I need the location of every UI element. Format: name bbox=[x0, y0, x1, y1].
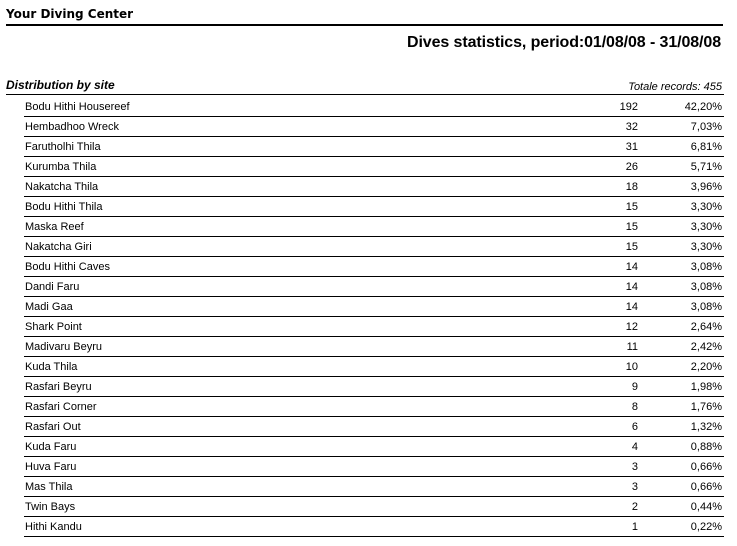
site-name: Rasfari Beyru bbox=[25, 381, 92, 393]
site-name: Madivaru Beyru bbox=[25, 341, 103, 353]
dive-percentage: 7,03% bbox=[690, 121, 722, 133]
dive-count: 11 bbox=[626, 341, 638, 353]
table-row bbox=[24, 437, 724, 457]
table-row bbox=[24, 297, 724, 317]
dive-count: 15 bbox=[625, 201, 638, 213]
site-name: Bodu Hithi Thila bbox=[25, 201, 103, 213]
dive-percentage: 3,08% bbox=[690, 261, 722, 273]
site-name: Dandi Faru bbox=[25, 281, 80, 293]
dive-count: 3 bbox=[631, 461, 638, 473]
site-name: Kuda Faru bbox=[25, 441, 77, 453]
dive-percentage: 3,30% bbox=[690, 221, 722, 233]
dive-percentage: 42,20% bbox=[684, 101, 722, 113]
table-row bbox=[24, 237, 724, 257]
table-row bbox=[24, 517, 724, 537]
dive-count: 14 bbox=[625, 301, 638, 313]
site-name: Kuda Thila bbox=[25, 361, 78, 373]
table-row bbox=[24, 97, 724, 117]
dive-count: 8 bbox=[631, 401, 638, 413]
dive-count: 3 bbox=[631, 481, 638, 493]
dive-percentage: 1,32% bbox=[690, 421, 722, 433]
table-row bbox=[24, 137, 724, 157]
site-name: Maska Reef bbox=[25, 221, 84, 233]
table-row bbox=[24, 477, 724, 497]
site-name: Bodu Hithi Housereef bbox=[25, 101, 130, 113]
dive-count: 15 bbox=[625, 241, 638, 253]
site-name: Shark Point bbox=[25, 321, 82, 333]
site-name: Huva Faru bbox=[25, 461, 77, 473]
table-row bbox=[24, 217, 724, 237]
dive-percentage: 3,08% bbox=[690, 281, 722, 293]
header-divider bbox=[6, 24, 723, 26]
table-row bbox=[24, 257, 724, 277]
dive-count: 192 bbox=[619, 101, 638, 113]
site-name: Twin Bays bbox=[25, 501, 76, 513]
site-name: Bodu Hithi Caves bbox=[25, 261, 110, 273]
section-title: Distribution by site bbox=[6, 78, 115, 92]
table-row bbox=[24, 457, 724, 477]
dive-percentage: 0,44% bbox=[690, 501, 722, 513]
dive-percentage: 3,08% bbox=[690, 301, 722, 313]
table-row bbox=[24, 157, 724, 177]
site-name: Nakatcha Giri bbox=[25, 241, 92, 253]
dive-count: 18 bbox=[625, 181, 638, 193]
dive-percentage: 3,96% bbox=[690, 181, 722, 193]
dive-percentage: 3,30% bbox=[690, 241, 722, 253]
site-name: Rasfari Out bbox=[25, 421, 81, 433]
dive-count: 9 bbox=[631, 381, 638, 393]
dive-percentage: 2,20% bbox=[690, 361, 722, 373]
dive-count: 1 bbox=[631, 521, 638, 533]
report-title: Dives statistics, period:01/08/08 - 31/08/08 bbox=[407, 34, 721, 51]
site-name: Hembadhoo Wreck bbox=[25, 121, 119, 133]
dive-count: 31 bbox=[625, 141, 638, 153]
table-row bbox=[24, 197, 724, 217]
dive-count: 32 bbox=[625, 121, 638, 133]
site-name: Kurumba Thila bbox=[25, 161, 97, 173]
section-divider bbox=[6, 94, 724, 95]
table-row bbox=[24, 177, 724, 197]
site-name: Mas Thila bbox=[25, 481, 73, 493]
dive-percentage: 6,81% bbox=[690, 141, 722, 153]
table-row bbox=[24, 417, 724, 437]
site-name: Madi Gaa bbox=[25, 301, 73, 313]
dive-percentage: 0,66% bbox=[690, 461, 722, 473]
site-distribution-table bbox=[24, 97, 724, 537]
table-row bbox=[24, 377, 724, 397]
site-name: Rasfari Corner bbox=[25, 401, 97, 413]
table-row bbox=[24, 337, 724, 357]
table-row bbox=[24, 357, 724, 377]
table-row bbox=[24, 117, 724, 137]
dive-count: 15 bbox=[625, 221, 638, 233]
dive-percentage: 0,88% bbox=[690, 441, 722, 453]
table-row bbox=[24, 277, 724, 297]
dive-count: 10 bbox=[625, 361, 638, 373]
table-row bbox=[24, 497, 724, 517]
dive-count: 14 bbox=[625, 261, 638, 273]
company-name: Your Diving Center bbox=[6, 7, 134, 21]
site-name: Nakatcha Thila bbox=[25, 181, 99, 193]
dive-percentage: 1,76% bbox=[690, 401, 722, 413]
dive-count: 6 bbox=[631, 421, 638, 433]
table-row bbox=[24, 397, 724, 417]
table-row bbox=[24, 317, 724, 337]
site-name: Farutholhi Thila bbox=[25, 141, 101, 153]
dive-percentage: 3,30% bbox=[690, 201, 722, 213]
dive-count: 26 bbox=[625, 161, 638, 173]
dive-percentage: 2,42% bbox=[690, 341, 722, 353]
dive-percentage: 0,66% bbox=[690, 481, 722, 493]
dive-count: 2 bbox=[631, 501, 638, 513]
dive-percentage: 0,22% bbox=[690, 521, 722, 533]
dive-percentage: 1,98% bbox=[690, 381, 722, 393]
dive-percentage: 5,71% bbox=[690, 161, 722, 173]
total-records: Totale records: 455 bbox=[628, 81, 722, 93]
dive-count: 12 bbox=[625, 321, 638, 333]
dive-count: 14 bbox=[625, 281, 638, 293]
dive-count: 4 bbox=[631, 441, 638, 453]
site-name: Hithi Kandu bbox=[25, 521, 82, 533]
dive-percentage: 2,64% bbox=[690, 321, 722, 333]
